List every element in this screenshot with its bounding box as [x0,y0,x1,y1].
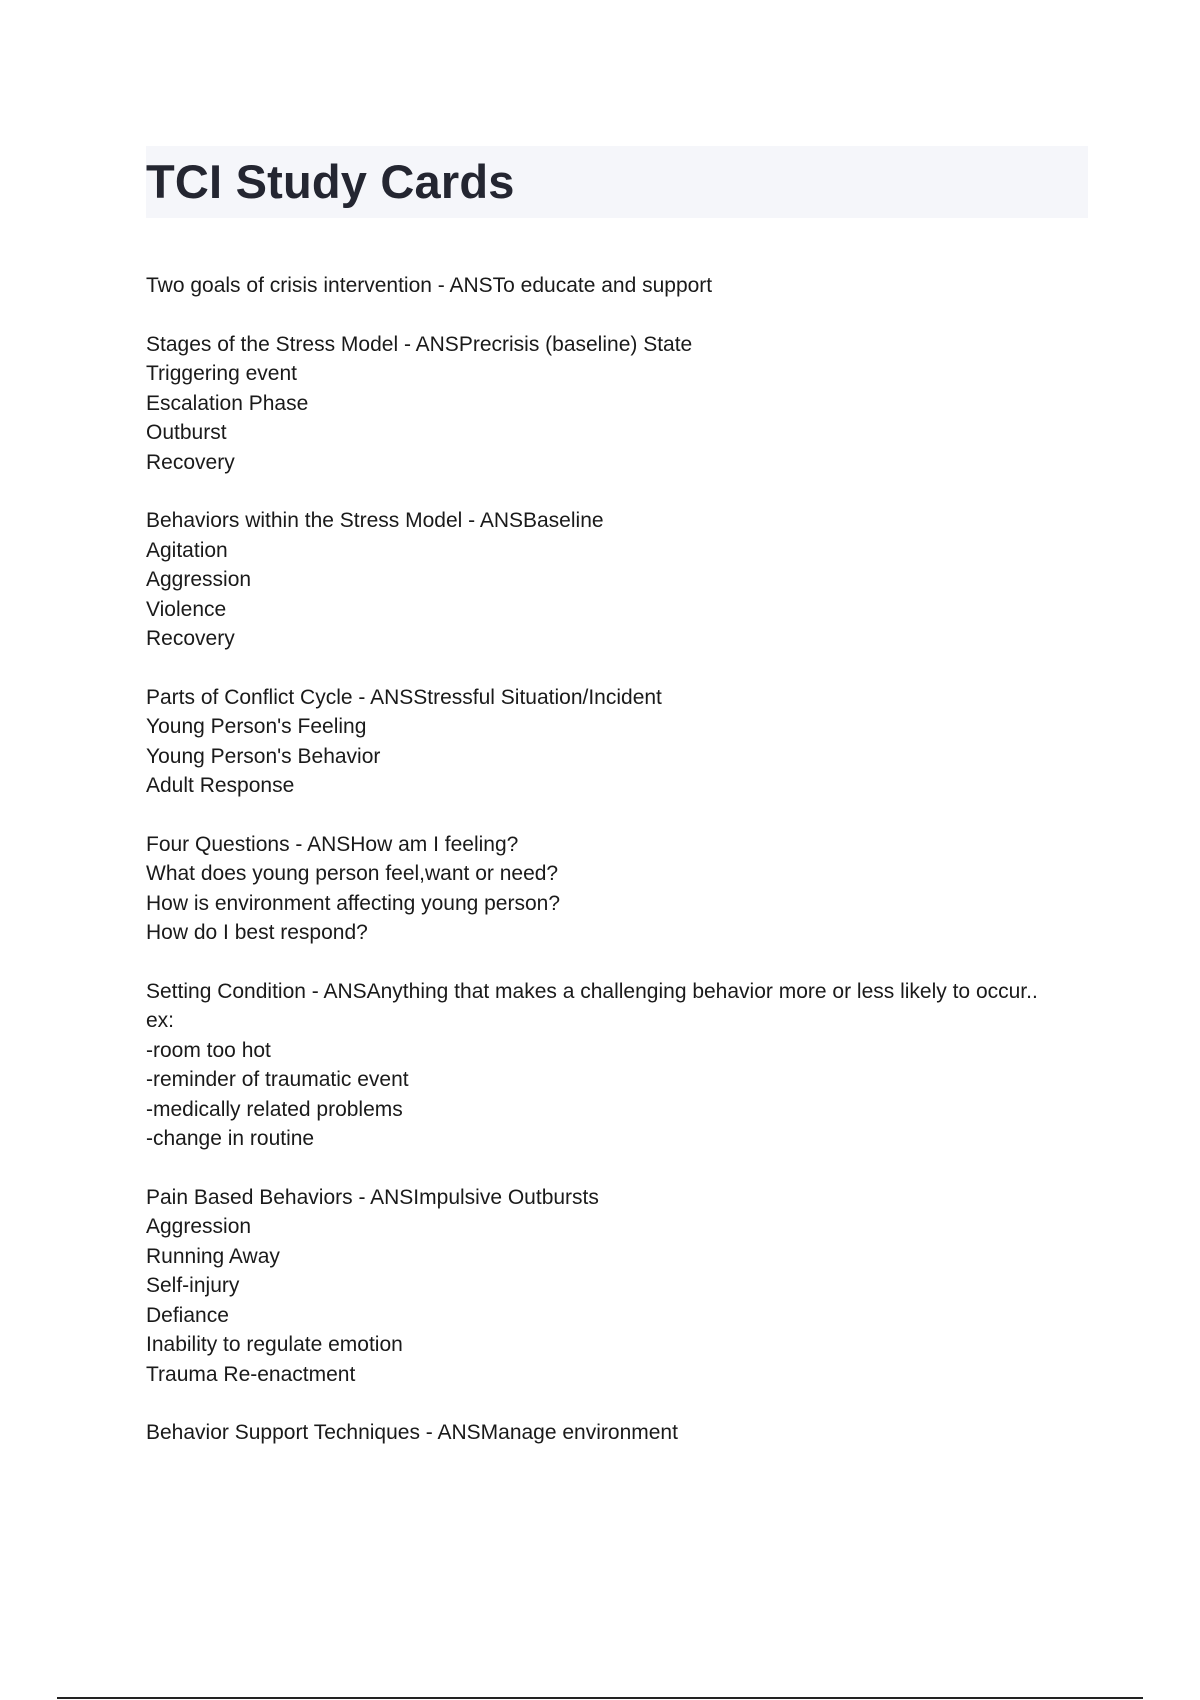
card-answer-line: Self-injury [146,1274,240,1297]
study-card [146,977,1096,1154]
card-answer-line: Recovery [146,627,235,650]
card-question-answer: Behaviors within the Stress Model - ANSBaseline [146,509,604,532]
card-answer-line: -reminder of traumatic event [146,1068,409,1091]
card-answer-line: Trauma Re-enactment [146,1362,356,1386]
study-card [146,506,1096,654]
title-banner [146,146,1088,218]
study-card [146,1183,1096,1390]
card-question-answer: Parts of Conflict Cycle - ANSStressful Situation/Incident [146,685,662,709]
card-answer-line: Violence [146,597,227,621]
card-answer-line: Recovery [146,450,235,474]
card-answer-line: ex: [146,1009,175,1032]
card-answer-line: Aggression [146,1215,252,1238]
card-question-answer: Stages of the Stress Model - ANSPrecrisis (baseline) State [146,332,693,356]
study-card [146,683,1096,801]
card-answer-line: How is environment affecting young person? [146,891,561,915]
card-answer-line: Young Person's Behavior [146,744,381,768]
page-bottom-rule [57,1697,1143,1699]
card-answer-line: Triggering event [146,362,297,385]
card-answer-line: -room too hot [146,1038,271,1062]
card-answer-line: Young Person's Feeling [146,715,367,738]
study-card [146,830,1096,948]
study-card-list [146,271,1096,1477]
study-card [146,271,1096,301]
card-answer-line: Agitation [146,538,228,562]
card-question-answer: Pain Based Behaviors - ANSImpulsive Outbursts [146,1185,599,1209]
study-card [146,1418,1096,1448]
study-card [146,330,1096,478]
card-answer-line: What does young person feel,want or need? [146,862,559,885]
card-answer-line: Aggression [146,568,252,591]
card-answer-line: Inability to regulate emotion [146,1333,403,1356]
card-answer-line: -medically related problems [146,1097,403,1121]
card-question-answer: Two goals of crisis intervention - ANSTo educate and support [146,274,713,297]
card-answer-line: Outburst [146,421,227,444]
card-answer-line: Running Away [146,1244,280,1268]
card-answer-line: Defiance [146,1303,229,1327]
card-answer-line: -change in routine [146,1127,315,1150]
card-answer-line: How do I best respond? [146,921,368,944]
card-answer-line: Escalation Phase [146,391,309,415]
page-title: TCI Study Cards [146,155,515,208]
card-question-answer: Four Questions - ANSHow am I feeling? [146,832,519,856]
card-question-answer: Setting Condition - ANSAnything that makes a challenging behavior more or less likely to occur.. [146,979,1038,1003]
card-answer-line: Adult Response [146,774,295,797]
card-question-answer: Behavior Support Techniques - ANSManage environment [146,1421,678,1444]
